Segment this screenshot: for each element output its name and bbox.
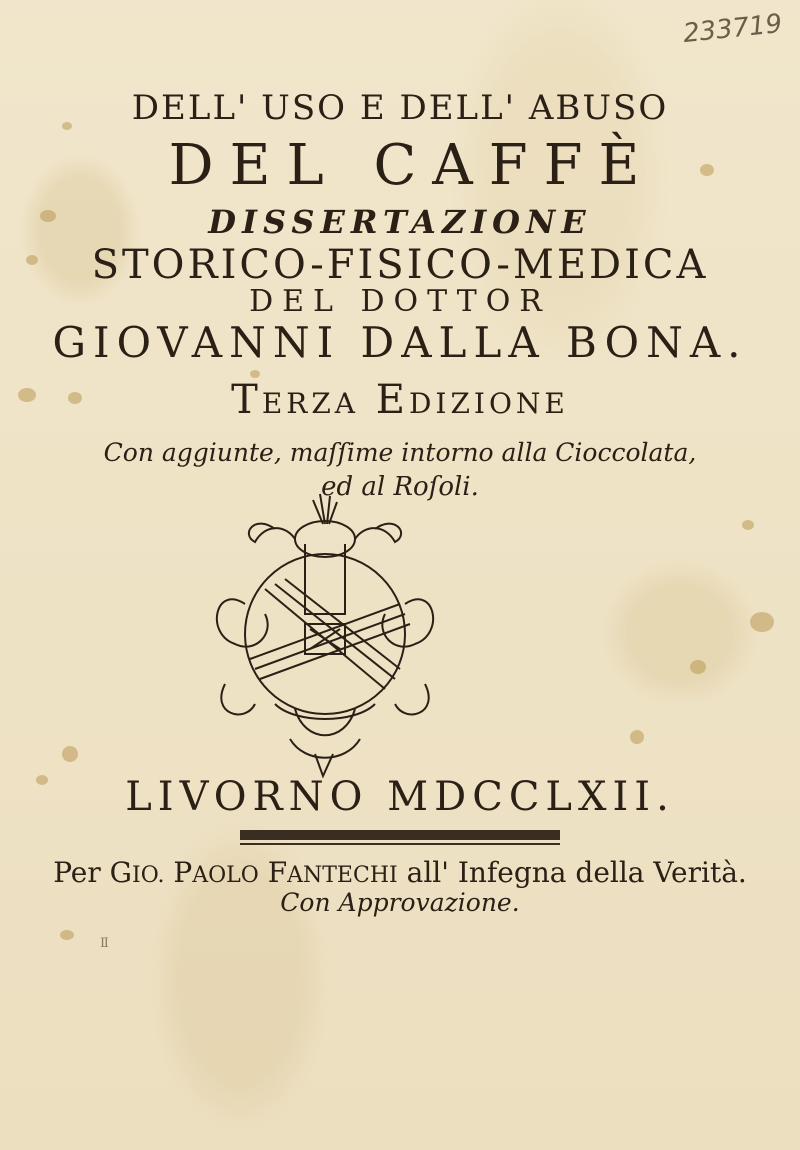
imprint-approval: Con Approvazione. bbox=[280, 888, 520, 917]
printer-name-initial: P bbox=[173, 856, 193, 889]
title-line-1: DELL' USO E DELL' ABUSO bbox=[131, 88, 669, 128]
edition-statement bbox=[0, 377, 800, 423]
edition-word-1: ERZA bbox=[261, 387, 360, 420]
archive-number: 233719 bbox=[681, 8, 784, 50]
subtitle-line-1: Con aggiunte, maſſime intorno alla Cioccolata, bbox=[103, 438, 697, 467]
title-line-2: DEL CAFFÈ bbox=[168, 133, 656, 198]
title-line-5: DEL DOTTOR bbox=[249, 284, 551, 319]
edition-word-2: DIZIONE bbox=[408, 387, 569, 420]
handwritten-marks: Ⅱ bbox=[100, 936, 109, 951]
printer-first-initial: G bbox=[109, 856, 133, 889]
imprint-rule-thin bbox=[240, 843, 560, 845]
subtitle-line-2: ed al Roſoli. bbox=[321, 472, 479, 502]
printer-surname-initial: F bbox=[267, 856, 288, 889]
imprint-city-date: LIVORNO MDCCLXII. bbox=[125, 774, 675, 820]
title-line-4: STORICO-FISICO-MEDICA bbox=[91, 242, 709, 288]
imprint-rule-thick bbox=[240, 830, 560, 840]
imprint-printer bbox=[0, 856, 800, 889]
printer-prefix: Per bbox=[53, 856, 101, 889]
edition-initial-2: E bbox=[375, 377, 409, 423]
title-line-3: DISSERTAZIONE bbox=[208, 203, 592, 241]
printer-first-rest: IO. bbox=[132, 863, 165, 888]
printer-name-rest: AOLO bbox=[192, 863, 259, 888]
printer-device-ornament bbox=[155, 484, 495, 784]
printer-suffix: all' Infegna della Verità. bbox=[406, 856, 747, 889]
printer-surname-rest: ANTECHI bbox=[287, 863, 398, 888]
author-name: GIOVANNI DALLA BONA. bbox=[52, 318, 748, 367]
edition-initial-1: T bbox=[231, 377, 262, 423]
